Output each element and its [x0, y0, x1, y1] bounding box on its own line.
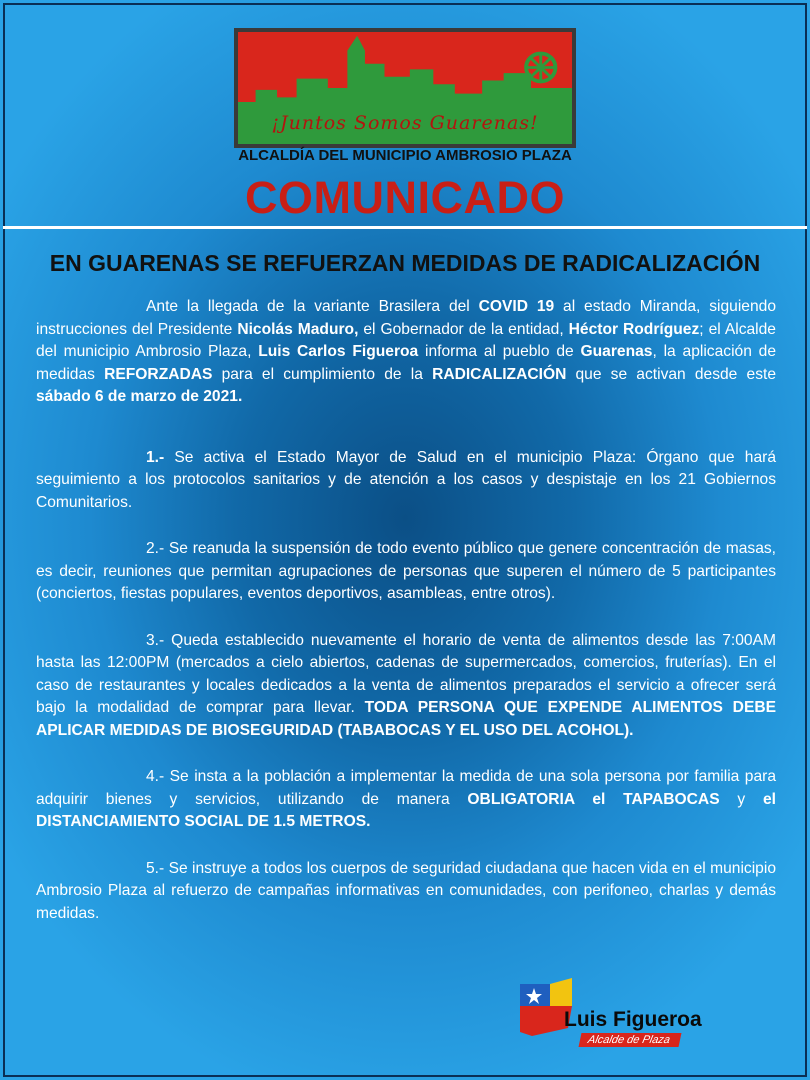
measure-item-5: 5.- Se instruye a todos los cuerpos de seguridad ciudadana que hacen vida en el municipio Ambrosio Plaza al refuerzo de campañas informativas en comunidades, con perifoneo, charlas y demás medidas.: [36, 859, 776, 922]
page-title: COMUNICADO: [245, 172, 565, 223]
logo-slogan: ¡Juntos Somos Guarenas!: [271, 112, 539, 134]
measure-item-4: 4.- Se insta a la población a implementar la medida de una sola persona por familia para adquirir bienes y servicios, utilizando de manera OBLIGATORIA el TAPABOCAS y el DISTANCIAMIENTO SOCIAL DE 1.5 METROS.: [36, 768, 777, 830]
measure-item-1: 1.- Se activa el Estado Mayor de Salud en el municipio Plaza: Órgano que hará seguimiento a los protocolos sanitarios y de atención a los casos y despistaje en los 21 Gobiernos Comunitarios.: [36, 448, 776, 511]
mayor-signature-logo: [514, 976, 714, 1056]
measure-item-2: 2.- Se reanuda la suspensión de todo evento público que genere concentración de masas, es decir, reuniones que permitan agrupaciones de personas que superen el número de 5 participantes (conciertos, fiestas populares, eventos deportivos, asambleas, entre otros).: [36, 540, 776, 602]
communique-body: [36, 296, 776, 949]
page-subtitle: EN GUARENAS SE REFUERZAN MEDIDAS DE RADICALIZACIÓN: [49, 250, 761, 276]
logo-caption: ALCALDÍA DEL MUNICIPIO AMBROSIO PLAZA: [238, 147, 572, 164]
logo-slogan-band: [238, 102, 572, 144]
municipality-logo: [234, 28, 576, 148]
intro-paragraph: Ante la llegada de la variante Brasilera del COVID 19 al estado Miranda, siguiendo instrucciones del Presidente Nicolás Maduro, el Gobernador de la entidad, Héctor Rodríguez; el Alcalde del municipio Ambrosio Plaza, Luis Carlos Figueroa informa al pueblo de Guarenas, la aplicación de medidas REFORZADAS para el cumplimiento de la RADICALIZACIÓN que se activan desde este sábado 6 de marzo de 2021.: [36, 298, 777, 405]
mayor-role: Alcalde de Plaza: [579, 1033, 682, 1047]
title-divider: [3, 226, 807, 229]
measure-item-3: 3.- Queda establecido nuevamente el horario de venta de alimentos desde las 7:00AM hasta las 12:00PM (mercados a cielo abiertos, cadenas de supermercados, comercios, fruterías). En el caso de restaurantes y locales dedicados a la venta de alimentos preparados el servicio a ofrecer será bajo la modalidad de comprar para llevar. TODA PERSONA QUE EXPENDE ALIMENTOS DEBE APLICAR MEDIDAS DE BIOSEGURIDAD (TABABOCAS Y EL USO DEL ACOHOL).: [36, 631, 777, 739]
mayor-name: Luis Figueroa: [564, 1008, 702, 1031]
